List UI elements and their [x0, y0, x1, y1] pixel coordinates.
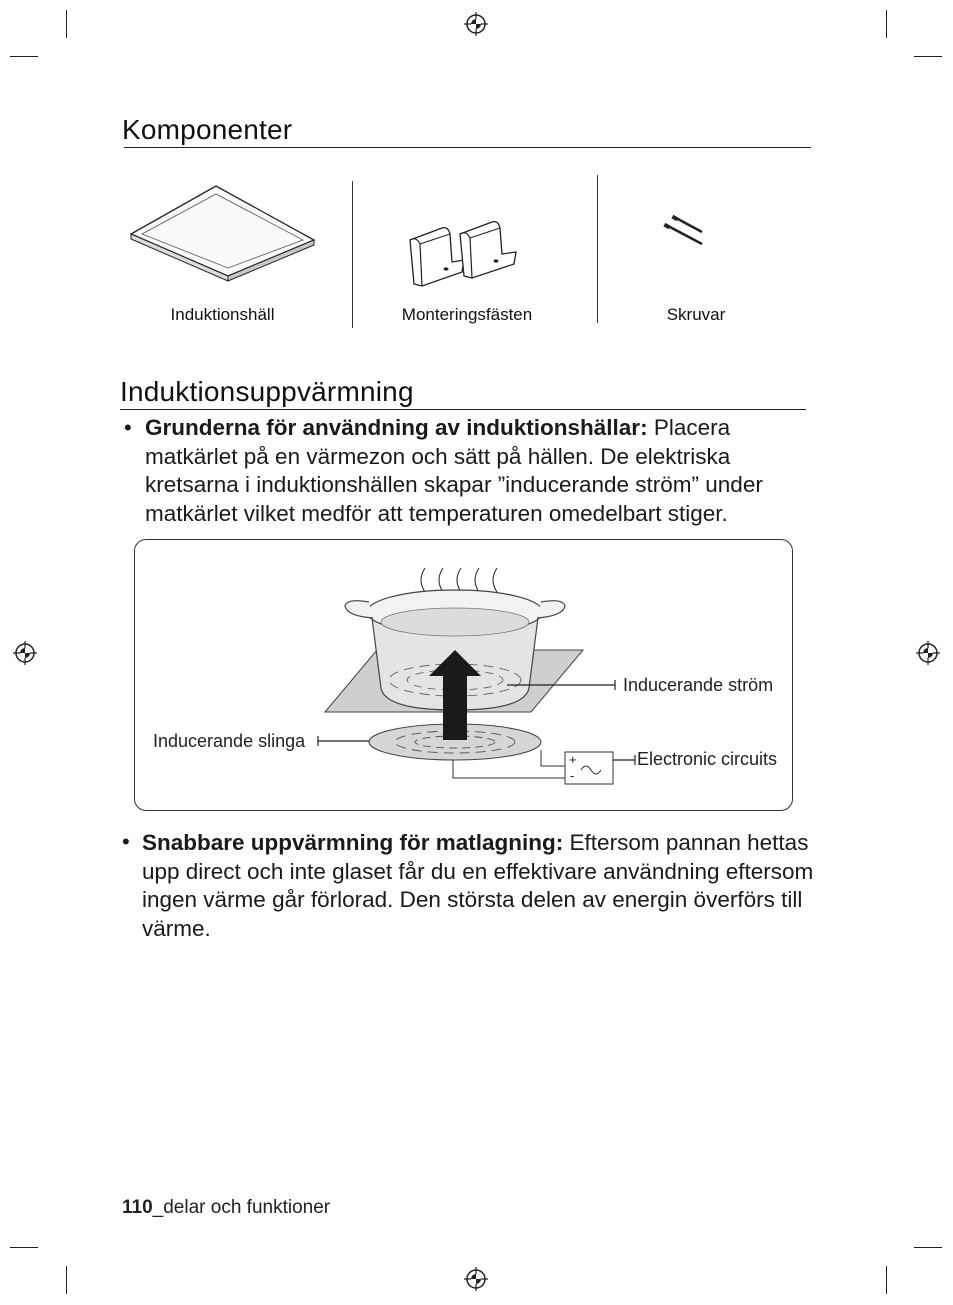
bullet-fast-heating-line1: Eftersom pannan hettas: [563, 830, 809, 855]
bullet-icon: •: [122, 829, 130, 854]
bullet-basics-line2: matkärlet på en värmezon och sätt på hällen. De elektriska: [145, 443, 731, 469]
crop-mark: [886, 1266, 887, 1294]
registration-mark-icon: [13, 641, 37, 665]
bullet-fast-heating: [142, 829, 862, 943]
induction-diagram: [134, 539, 793, 811]
column-divider: [352, 181, 353, 328]
bullet-basics-line4: matkärlet vilket medför att temperaturen omedelbart stiger.: [145, 500, 728, 526]
circuit-plus: +: [569, 752, 577, 767]
component-label-cooktop: Induktionshäll: [170, 305, 275, 324]
components-title-rule: [124, 147, 811, 148]
registration-mark-icon: [464, 1267, 488, 1291]
bullet-basics-heading: Grunderna för användning av induktionshällar:: [145, 415, 648, 440]
crop-mark: [886, 10, 887, 38]
bullet-basics-line3: kretsarna i induktionshällen skapar ”inducerande ström” under: [145, 472, 763, 497]
registration-mark-icon: [916, 641, 940, 665]
crop-mark: [10, 56, 38, 57]
label-induced-current: Inducerande ström: [623, 675, 774, 695]
bullet-fast-heating-line4: värme.: [142, 915, 211, 941]
screw-icon: [662, 212, 706, 250]
circuit-minus: -: [570, 768, 575, 783]
bullet-basics: [145, 414, 825, 528]
bullet-fast-heating-heading: Snabbare uppvärmning för matlagning:: [142, 830, 564, 855]
bullet-fast-heating-line2: upp direct och inte glaset får du en effektivare användning eftersom: [142, 858, 814, 884]
bullet-basics-line1: Placera: [647, 415, 731, 440]
crop-mark: [914, 1247, 942, 1248]
cooktop-icon: [128, 182, 318, 282]
label-induction-coil: Inducerande slinga: [153, 731, 306, 751]
component-label-brackets: Monteringsfästen: [401, 305, 533, 324]
induction-title: Induktionsuppvärmning: [120, 376, 414, 407]
component-label-screws: Skruvar: [666, 305, 726, 324]
bullet-fast-heating-line3: ingen värme går förlorad. Den största delen av energin överförs till: [142, 887, 803, 912]
registration-mark-icon: [464, 12, 488, 36]
crop-mark: [66, 1266, 67, 1294]
page-number: 110: [122, 1197, 153, 1218]
crop-mark: [66, 10, 67, 38]
mounting-bracket-icon: [404, 214, 524, 290]
components-title: Komponenter: [122, 114, 293, 145]
footer-section: _delar och funktioner: [152, 1197, 331, 1218]
crop-mark: [10, 1247, 38, 1248]
page-footer: [122, 1197, 330, 1219]
column-divider: [597, 175, 598, 323]
label-electronic-circuits: Electronic circuits: [637, 749, 778, 769]
bullet-icon: •: [124, 415, 132, 440]
crop-mark: [914, 56, 942, 57]
induction-title-rule: [120, 409, 806, 410]
